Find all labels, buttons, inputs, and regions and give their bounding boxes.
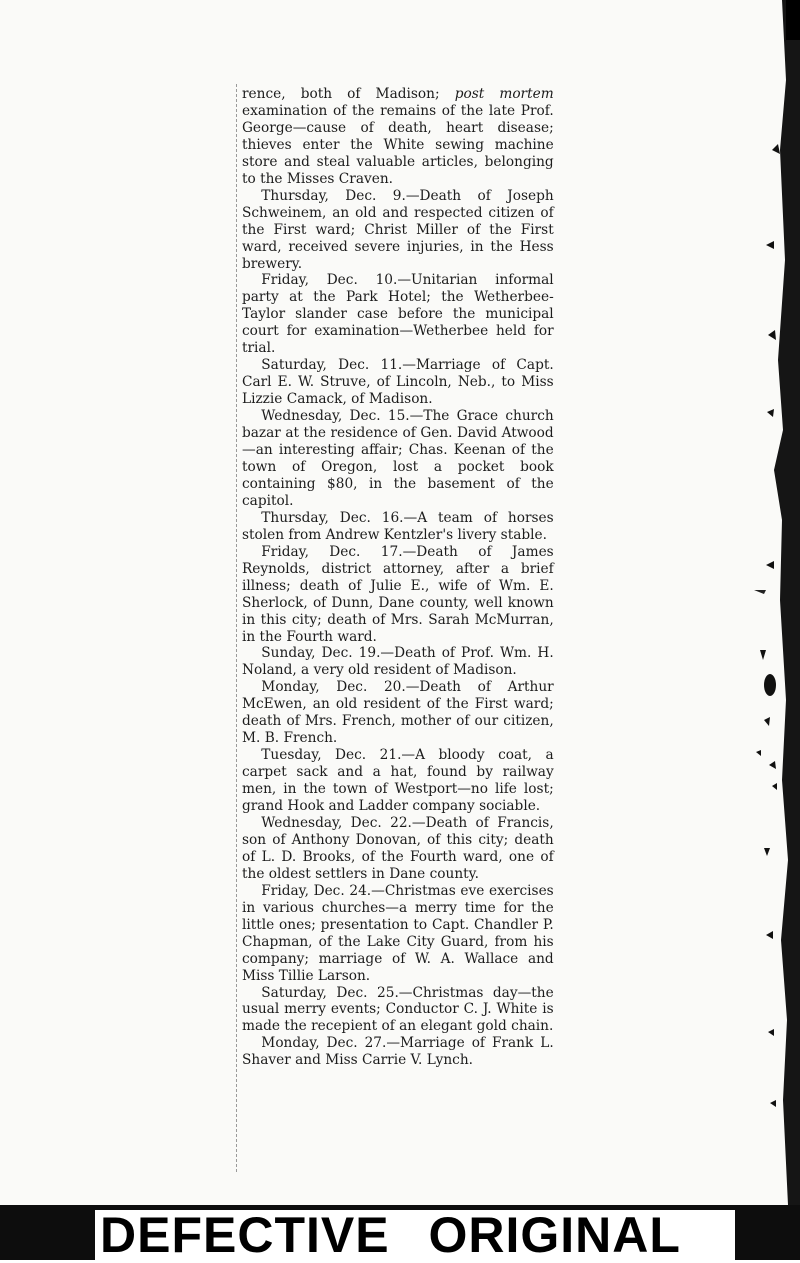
lead-paragraph: [242, 86, 554, 188]
entry-dec-9: Thursday, Dec. 9.—Death of Joseph Schweinem, an old and respected citizen of the First ward; Christ Miller of the First ward, received severe injuries, in the Hess brewery.: [242, 187, 554, 272]
entry-dec-27: Monday, Dec. 27.—Marriage of Frank L. Shaver and Miss Carrie V. Lynch.: [242, 1035, 554, 1069]
defective-original-label: DEFECTIVE ORIGINAL: [100, 1207, 681, 1263]
entry-dec-16: Thursday, Dec. 16.—A team of horses stolen from Andrew Kentzler's livery stable.: [242, 509, 554, 543]
entry-dec-19: Sunday, Dec. 19.—Death of Prof. Wm. H. Noland, a very old resident of Madison.: [242, 645, 554, 679]
article-text: [242, 86, 554, 1069]
entry-dec-24: Friday, Dec. 24.—Christmas eve exercises in various churches—a merry time for the little ones; presentation to Capt. Chandler P. Chapman, of the Lake City Guard, from his company; marriage of W. A. Wallace and Miss Tillie Larson.: [242, 882, 554, 984]
entry-dec-17: Friday, Dec. 17.—Death of James Reynolds, district attorney, after a brief illness; death of Julie E., wife of Wm. E. Sherlock, of Dunn, Dane county, well known in this city; death of Mrs. Sarah McMurran, in the Fourth ward.: [242, 543, 554, 645]
newspaper-clipping: [236, 80, 558, 1174]
entry-dec-20: Monday, Dec. 20.—Death of Arthur McEwen, an old resident of the First ward; death of Mrs. French, mother of our citizen, M. B. French.: [242, 679, 554, 747]
torn-page-edge: [752, 0, 800, 1260]
entry-dec-25: Saturday, Dec. 25.—Christmas day—the usual merry events; Conductor C. J. White is made the recepient of an elegant gold chain.: [242, 984, 554, 1035]
column-rule: [236, 84, 238, 1172]
entry-dec-11: Saturday, Dec. 11.—Marriage of Capt. Carl E. W. Struve, of Lincoln, Neb., to Miss Lizzie Camack, of Madison.: [242, 357, 554, 408]
lead-text-start: rence, both of Madison;: [242, 86, 455, 102]
lead-text-end: examination of the remains of the late Prof. George—cause of death, heart disease; thieves enter the White sewing machine store and steal valuable articles, belonging to the Misses Craven.: [242, 102, 554, 187]
entry-dec-15: Wednesday, Dec. 15.—The Grace church bazar at the residence of Gen. David Atwood—an interesting affair; Chas. Keenan of the town of Oregon, lost a pocket book containing $80, in the basement of the capitol.: [242, 408, 554, 509]
entry-dec-10: Friday, Dec. 10.—Unitarian informal party at the Park Hotel; the Wetherbee-Taylor slander case before the municipal court for examination—Wetherbee held for trial.: [242, 272, 554, 357]
entry-dec-21: Tuesday, Dec. 21.—A bloody coat, a carpet sack and a hat, found by railway men, in the town of Westport—no life lost; grand Hook and Ladder company sociable.: [242, 747, 554, 815]
lead-italic-text: post mortem: [454, 86, 554, 102]
entry-dec-22: Wednesday, Dec. 22.—Death of Francis, son of Anthony Donovan, of this city; death of L. D. Brooks, of the Fourth ward, one of the oldest settlers in Dane county.: [242, 814, 554, 882]
